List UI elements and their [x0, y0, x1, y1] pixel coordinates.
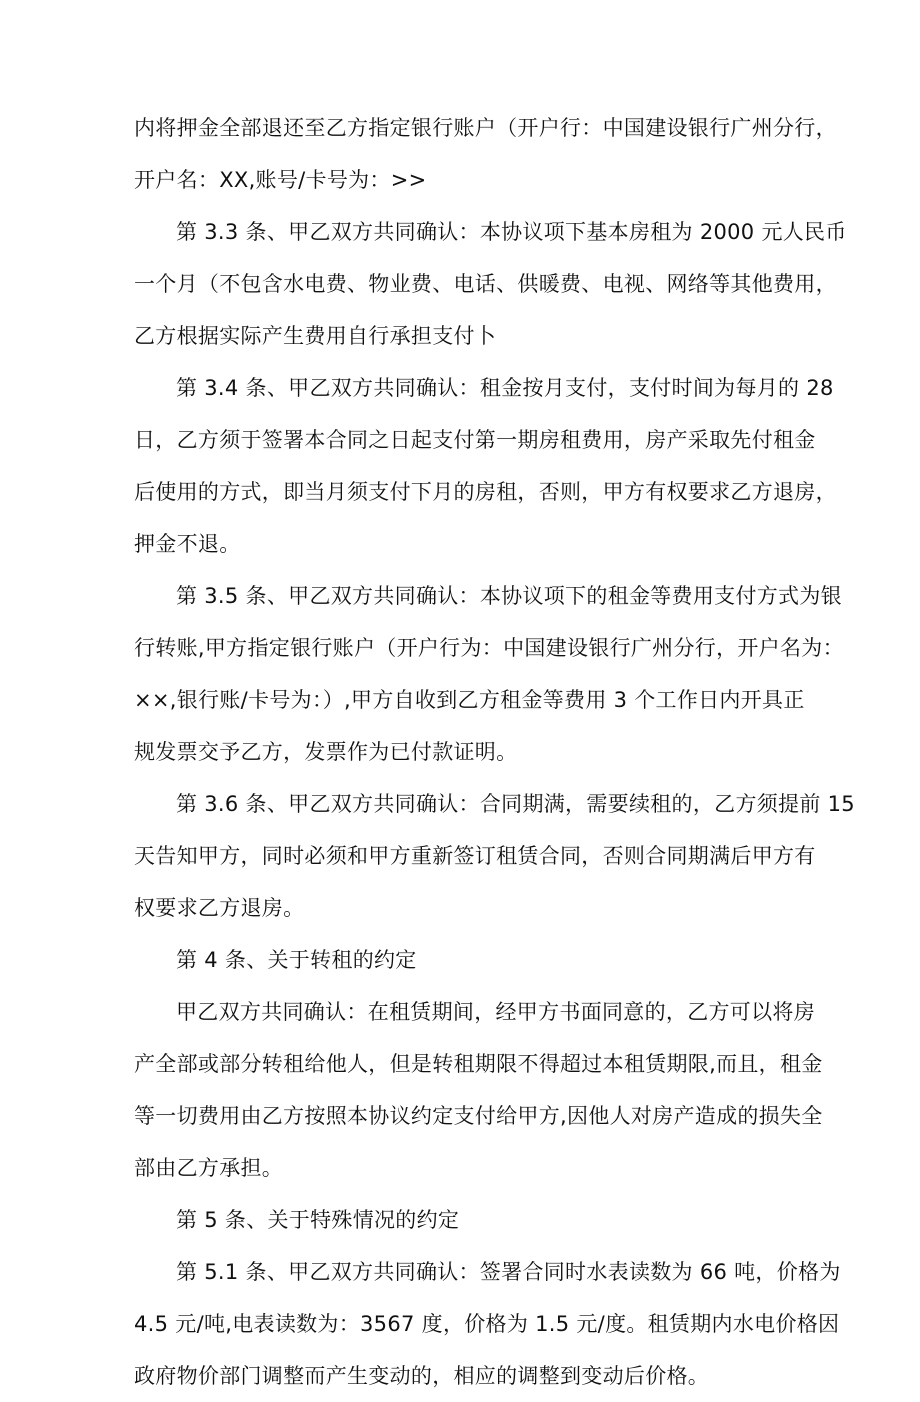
text-line: 政府物价部门调整而产生变动的，相应的调整到变动后价格。 — [134, 1364, 710, 1388]
clause-3-6-line: 第 3.6 条、甲乙双方共同确认：合同期满，需要续租的，乙方须提前 15 — [176, 792, 855, 816]
text-line: 天告知甲方，同时必须和甲方重新签订租赁合同，否则合同期满后甲方有 — [134, 844, 816, 868]
section-4-body-line: 甲乙双方共同确认：在租赁期间，经甲方书面同意的，乙方可以将房 — [176, 1000, 815, 1024]
clause-3-3-line: 第 3.3 条、甲乙双方共同确认：本协议项下基本房租为 2000 元人民币 — [176, 220, 847, 244]
text-line: 后使用的方式，即当月须支付下月的房租，否则，甲方有权要求乙方退房， — [134, 480, 837, 504]
text-line: 开户名：XX,账号/卡号为：>> — [134, 168, 427, 192]
document-page — [134, 102, 855, 1402]
text-line: 产全部或部分转租给他人，但是转租期限不得超过本租赁期限,而且，租金 — [134, 1052, 823, 1076]
text-line: 4.5 元/吨,电表读数为：3567 度，价格为 1.5 元/度。租赁期内水电价格因 — [134, 1312, 840, 1336]
clause-3-5-line: 第 3.5 条、甲乙双方共同确认：本协议项下的租金等费用支付方式为银 — [176, 584, 842, 608]
section-5-heading: 第 5 条、关于特殊情况的约定 — [176, 1208, 460, 1232]
text-line: 权要求乙方退房。 — [134, 896, 305, 920]
clause-3-4-line: 第 3.4 条、甲乙双方共同确认：租金按月支付，支付时间为每月的 28 — [176, 376, 834, 400]
text-line: 押金不退。 — [134, 532, 241, 556]
text-line: 规发票交予乙方，发票作为已付款证明。 — [134, 740, 518, 764]
section-4-heading: 第 4 条、关于转租的约定 — [176, 948, 417, 972]
text-line: 日，乙方须于签署本合同之日起支付第一期房租费用，房产采取先付租金 — [134, 428, 816, 452]
text-line: ××,银行账/卡号为：）,甲方自收到乙方租金等费用 3 个工作日内开具正 — [134, 688, 805, 712]
text-line: 等一切费用由乙方按照本协议约定支付给甲方,因他人对房产造成的损失全 — [134, 1104, 823, 1128]
text-line: 部由乙方承担。 — [134, 1156, 284, 1180]
text-line: 行转账,甲方指定银行账户（开户行为：中国建设银行广州分行，开户名为： — [134, 636, 844, 660]
text-line: 乙方根据实际产生费用自行承担支付卜 — [134, 324, 497, 348]
text-line: 一个月（不包含水电费、物业费、电话、供暖费、电视、网络等其他费用， — [134, 272, 837, 296]
clause-5-1-line: 第 5.1 条、甲乙双方共同确认：签署合同时水表读数为 66 吨，价格为 — [176, 1260, 841, 1284]
text-line: 内将押金全部退还至乙方指定银行账户（开户行：中国建设银行广州分行， — [134, 116, 837, 140]
